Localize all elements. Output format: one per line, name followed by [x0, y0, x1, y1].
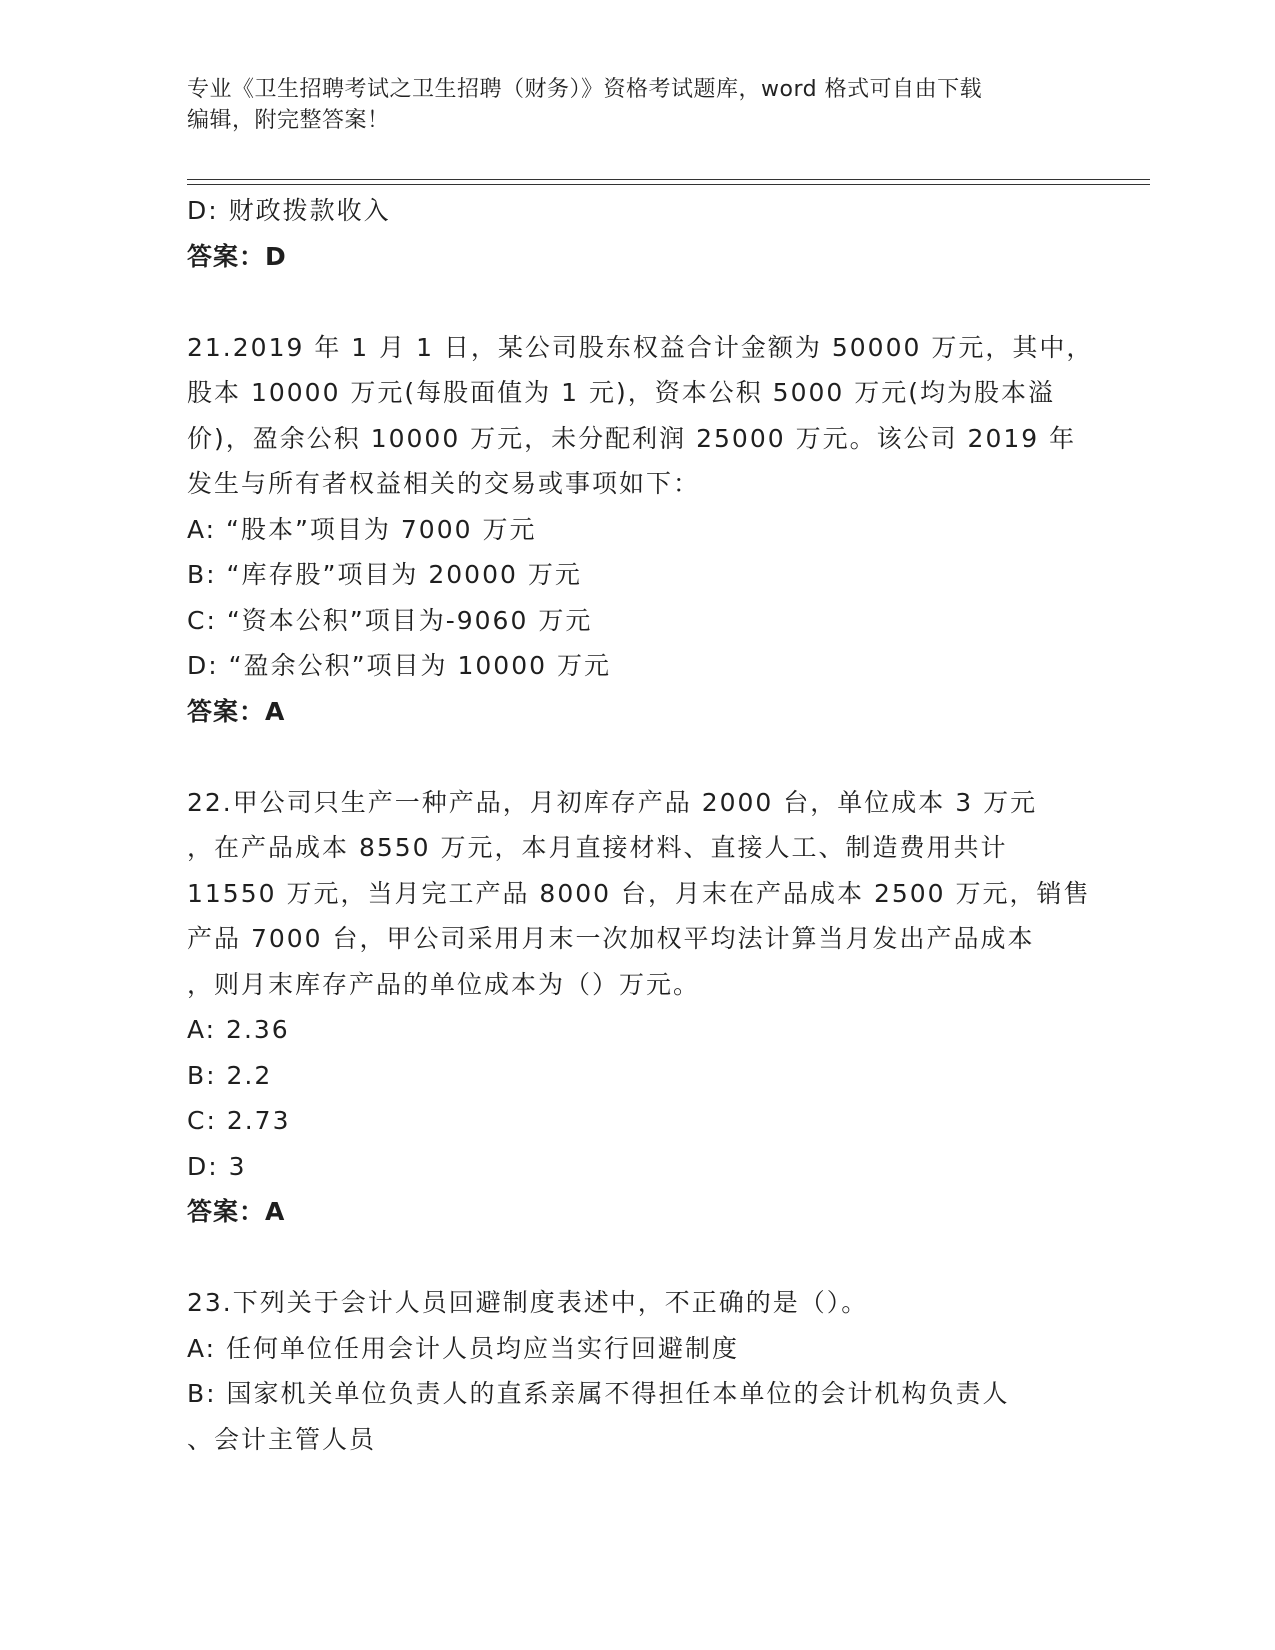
question-block-22: [187, 780, 1091, 1235]
question-text-line: 22.甲公司只生产一种产品，月初库存产品 2000 台，单位成本 3 万元: [187, 787, 1038, 817]
option-c: C: 2.73: [187, 1106, 291, 1135]
question-block-23: [187, 1280, 1087, 1462]
answer-line: 答案：A: [187, 1197, 286, 1226]
question-text-line: 11550 万元，当月完工产品 8000 台，月末在产品成本 2500 万元，销售: [187, 878, 1091, 908]
question-text-line: 产品 7000 台，甲公司采用月末一次加权平均法计算当月发出产品成本: [187, 924, 1035, 953]
option-a: A: “股本”项目为 7000 万元: [187, 514, 537, 544]
question-text-line: 价)，盈余公积 10000 万元，未分配利润 25000 万元。该公司 2019 年: [187, 423, 1077, 453]
option-b-continued: 、会计主管人员: [187, 1424, 377, 1454]
question-text-line: 发生与所有者权益相关的交易或事项如下：: [187, 469, 701, 498]
option-line: D: 财政拨款收入: [187, 196, 391, 225]
question-text-line: ，在产品成本 8550 万元，本月直接材料、直接人工、制造费用共计: [187, 833, 1008, 862]
option-d: D: “盈余公积”项目为 10000 万元: [187, 651, 611, 680]
question-text-line: ，则月末库存产品的单位成本为（）万元。: [187, 969, 701, 999]
header-divider-top: [187, 179, 1150, 180]
question-text-line: 21.2019 年 1 月 1 日，某公司股东权益合计金额为 50000 万元，其中，: [187, 332, 1094, 362]
answer-line: 答案：D: [187, 241, 287, 271]
question-block-20-tail: [187, 188, 1087, 279]
header-divider-bottom: [187, 184, 1150, 185]
document-header: [187, 74, 1067, 136]
question-block-21: [187, 325, 1094, 735]
option-a: A: 2.36: [187, 1015, 290, 1044]
option-b: B: “库存股”项目为 20000 万元: [187, 560, 582, 589]
header-line-1: 专业《卫生招聘考试之卫生招聘（财务）》资格考试题库，word 格式可自由下载: [187, 77, 983, 102]
answer-line: 答案：A: [187, 696, 286, 726]
block-spacer: [187, 734, 1087, 780]
option-c: C: “资本公积”项目为-9060 万元: [187, 605, 593, 635]
block-spacer: [187, 279, 1087, 325]
document-body: [187, 188, 1094, 1462]
block-spacer: [187, 1235, 1087, 1281]
question-text-line: 23.下列关于会计人员回避制度表述中，不正确的是（）。: [187, 1288, 869, 1317]
option-a: A: 任何单位任用会计人员均应当实行回避制度: [187, 1333, 740, 1363]
question-text-line: 股本 10000 万元(每股面值为 1 元)，资本公积 5000 万元(均为股本溢: [187, 378, 1056, 407]
option-b: B: 2.2: [187, 1060, 273, 1090]
option-d: D: 3: [187, 1151, 247, 1181]
option-b: B: 国家机关单位负责人的直系亲属不得担任本单位的会计机构负责人: [187, 1379, 1010, 1408]
header-line-2: 编辑，附完整答案！: [187, 108, 390, 133]
